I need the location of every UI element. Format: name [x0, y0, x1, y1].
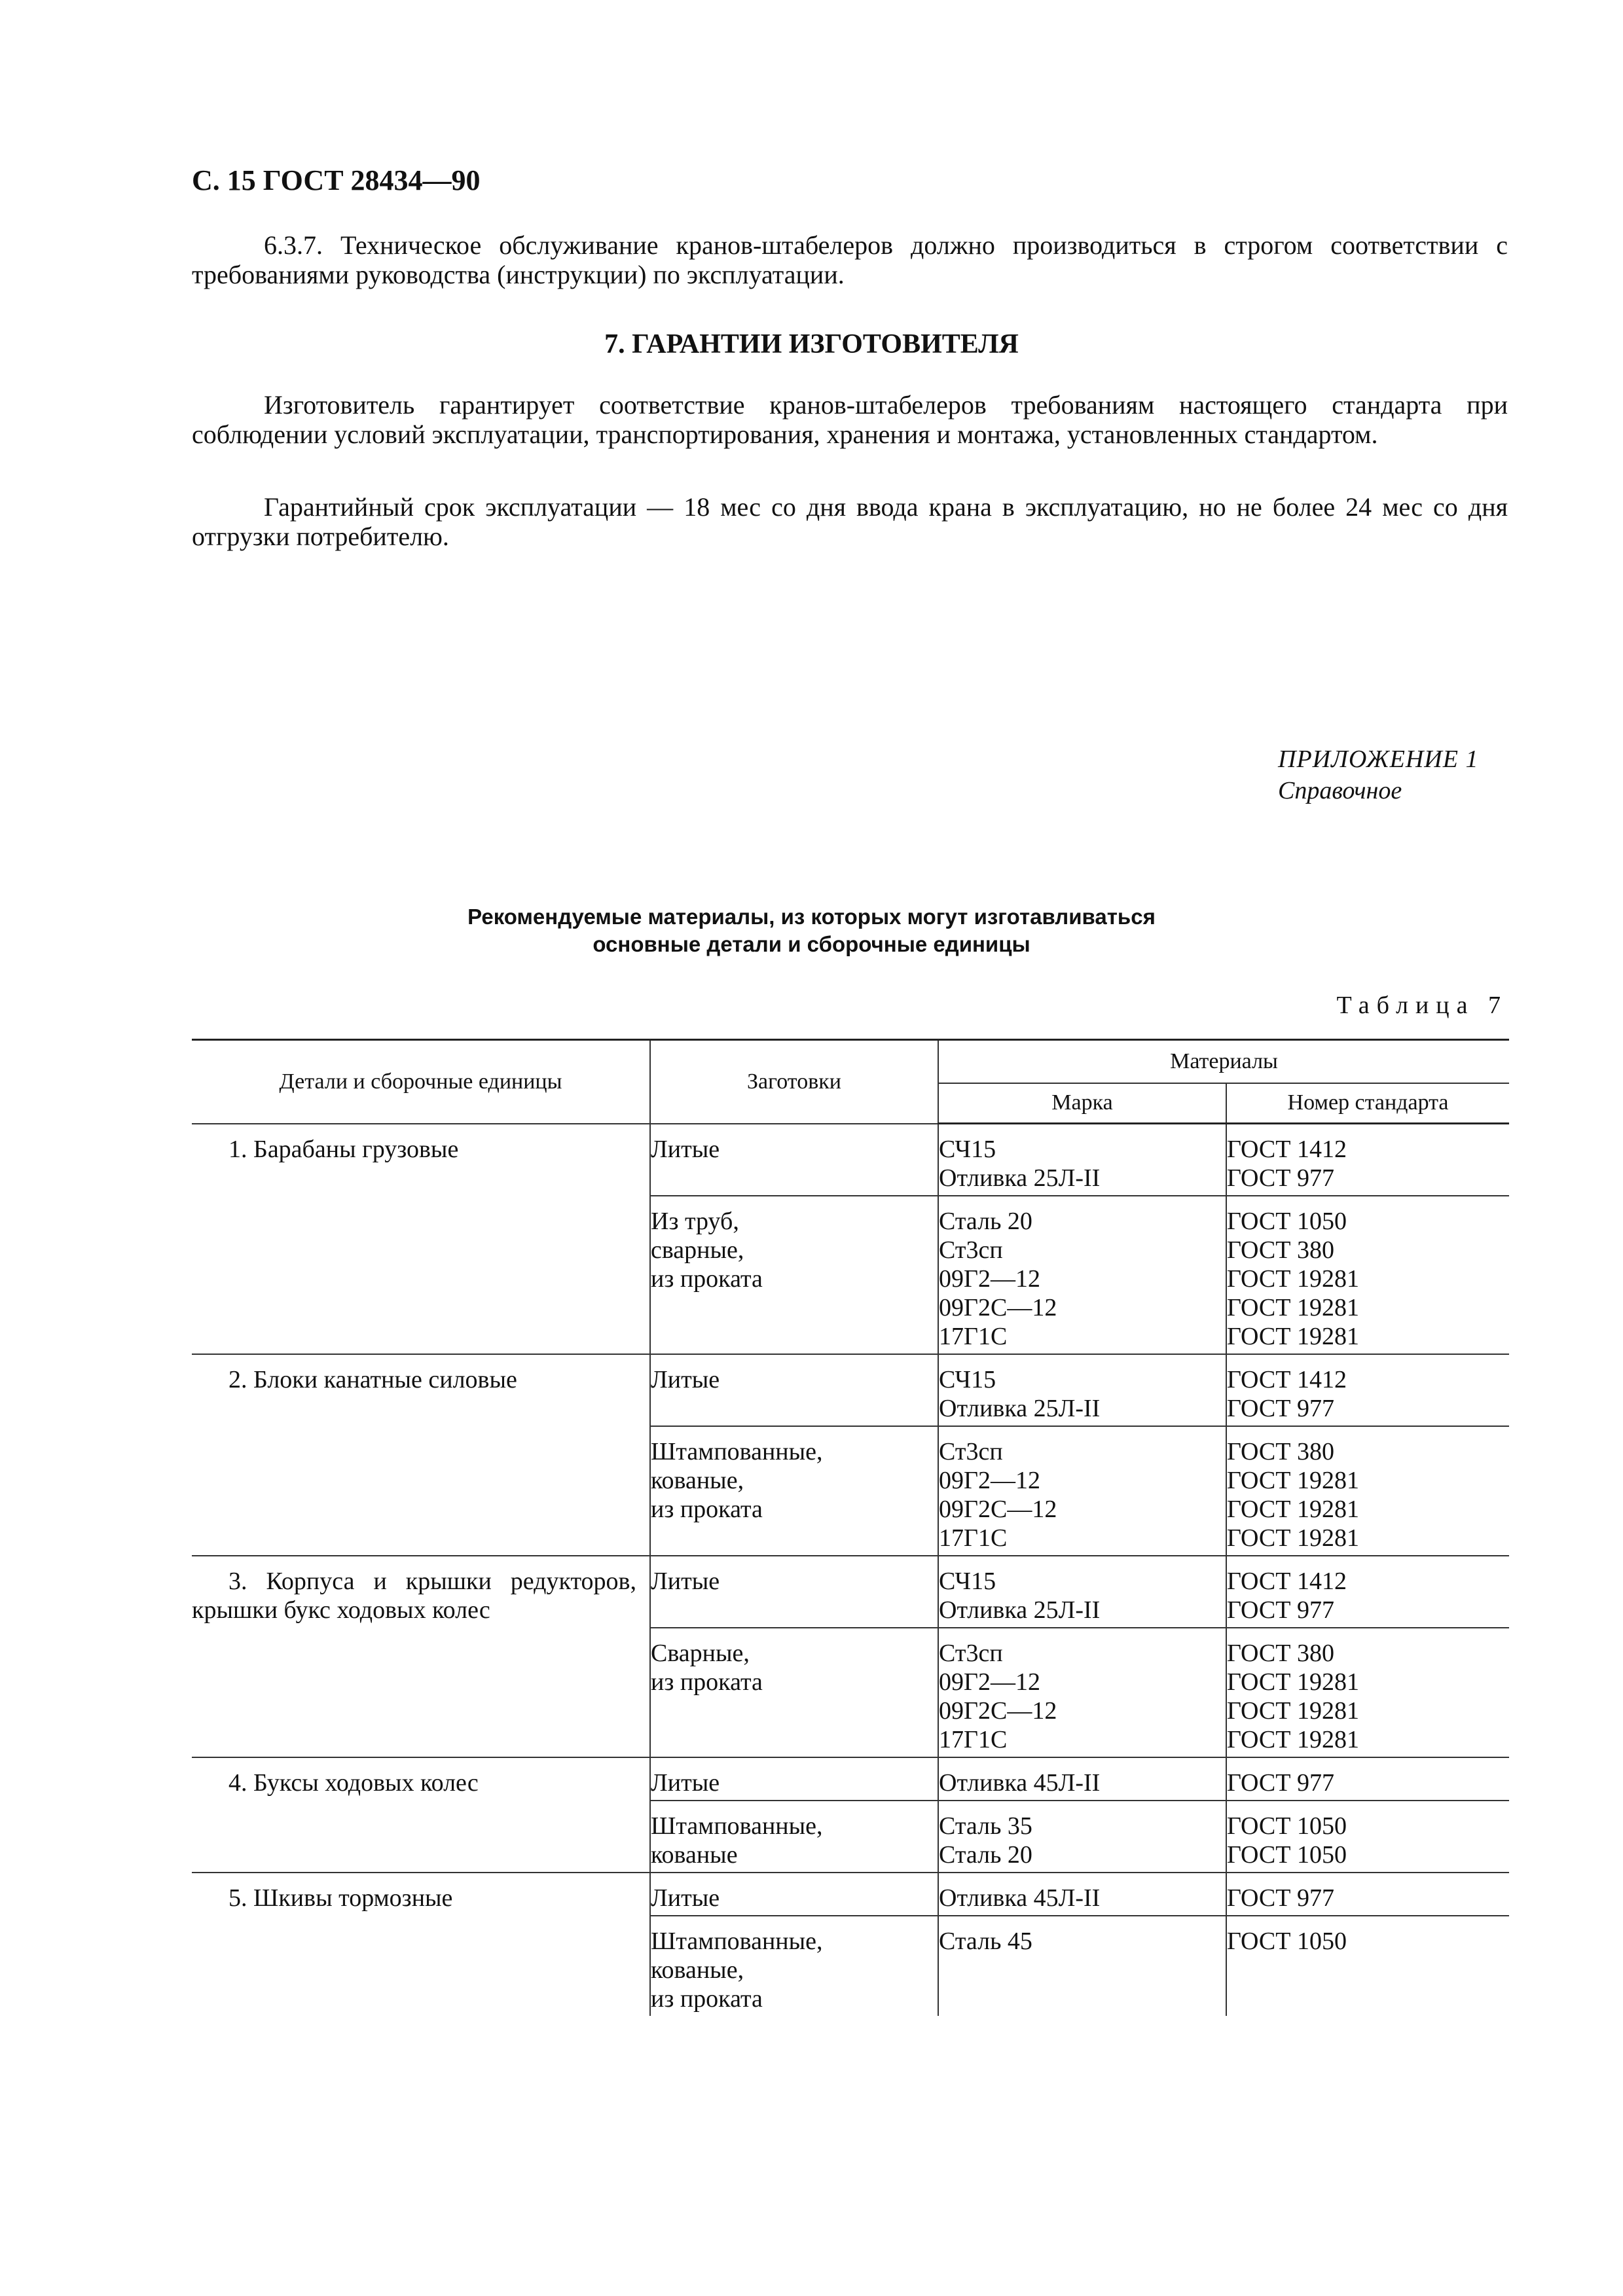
header-parts: Детали и сборочные единицы: [192, 1040, 650, 1124]
grade-cell-line: Ст3сп: [939, 1640, 1003, 1667]
grade-cell-line: Сталь 35: [939, 1812, 1032, 1840]
standard-cell-line: ГОСТ 1050: [1227, 1812, 1347, 1840]
materials-table: [192, 1039, 1509, 2016]
header-grade: Марка: [938, 1083, 1226, 1124]
blank-cell-line: Литые: [651, 1884, 720, 1912]
table-row: [192, 1124, 1509, 1196]
part-cell: [192, 1124, 650, 1355]
part-name: 4. Буксы ходовых колес: [228, 1769, 479, 1797]
standard-cell: [1226, 1757, 1509, 1801]
blank-cell-line: Литые: [651, 1366, 720, 1393]
blank-cell: [650, 1354, 938, 1426]
standard-cell-line: ГОСТ 977: [1227, 1596, 1334, 1624]
blank-cell: [650, 1556, 938, 1628]
grade-cell-line: 09Г2—12: [939, 1265, 1040, 1293]
appendix-title: ПРИЛОЖЕНИЕ 1: [1278, 745, 1479, 773]
appendix-label: [1278, 744, 1478, 806]
grade-cell-line: Отливка 45Л-II: [939, 1884, 1101, 1912]
part-name: 5. Шкивы тормозные: [228, 1884, 453, 1912]
grade-cell-line: Ст3сп: [939, 1236, 1003, 1264]
part-name: 2. Блоки канатные силовые: [228, 1366, 517, 1393]
standard-cell-line: ГОСТ 977: [1227, 1884, 1334, 1912]
grade-cell-line: Сталь 20: [939, 1841, 1032, 1869]
standard-cell-line: ГОСТ 1412: [1227, 1568, 1347, 1595]
standard-cell-line: ГОСТ 19281: [1227, 1668, 1359, 1696]
standard-cell-line: ГОСТ 380: [1227, 1438, 1334, 1465]
table-row: [192, 1873, 1509, 1916]
grade-cell: [938, 1873, 1226, 1916]
part-cell: [192, 1556, 650, 1757]
standard-cell: [1226, 1124, 1509, 1196]
standard-cell-line: ГОСТ 1050: [1227, 1928, 1347, 1955]
table-body: [192, 1124, 1509, 2017]
blank-cell: [650, 1196, 938, 1354]
standard-cell-line: ГОСТ 19281: [1227, 1697, 1359, 1725]
standard-cell-line: ГОСТ 1050: [1227, 1841, 1347, 1869]
standard-cell-line: ГОСТ 19281: [1227, 1294, 1359, 1321]
header-standard: Номер стандарта: [1226, 1083, 1509, 1124]
standard-cell-line: ГОСТ 19281: [1227, 1467, 1359, 1494]
standard-cell-line: ГОСТ 1412: [1227, 1366, 1347, 1393]
blank-cell-line: из проката: [651, 1985, 763, 2013]
grade-cell-line: СЧ15: [939, 1568, 996, 1595]
table-caption: [0, 903, 1623, 958]
grade-cell-line: Ст3сп: [939, 1438, 1003, 1465]
grade-cell-line: Сталь 20: [939, 1208, 1032, 1235]
blank-cell-line: Сварные,: [651, 1640, 750, 1667]
grade-cell: [938, 1757, 1226, 1801]
blank-cell-line: Штампованные,: [651, 1812, 823, 1840]
grade-cell: [938, 1628, 1226, 1757]
page-header: С. 15 ГОСТ 28434—90: [192, 164, 481, 196]
blank-cell-line: из проката: [651, 1496, 763, 1523]
part-name: 3. Корпуса и крышки редукторов, крышки букс ходовых колес: [192, 1568, 636, 1624]
blank-cell-line: из проката: [651, 1668, 763, 1696]
header-materials: Материалы: [938, 1040, 1509, 1083]
grade-cell-line: Сталь 45: [939, 1928, 1032, 1955]
table-number: Таблица 7: [1336, 992, 1508, 1019]
standard-cell-line: ГОСТ 380: [1227, 1640, 1334, 1667]
standard-cell-line: ГОСТ 977: [1227, 1395, 1334, 1422]
part-name: 1. Барабаны грузовые: [228, 1135, 459, 1163]
standard-cell-line: ГОСТ 19281: [1227, 1524, 1359, 1552]
blank-cell-line: сварные,: [651, 1236, 744, 1264]
standard-cell-line: ГОСТ 977: [1227, 1164, 1334, 1192]
standard-cell: [1226, 1196, 1509, 1354]
blank-cell: [650, 1873, 938, 1916]
standard-cell-line: ГОСТ 19281: [1227, 1726, 1359, 1753]
standard-cell: [1226, 1873, 1509, 1916]
paragraph-6-3-7: 6.3.7. Техническое обслуживание кранов-штабелеров должно производиться в строгом соответствии с требованиями руководства (инструкции) по эксплуатации.: [192, 230, 1508, 289]
blank-cell-line: из проката: [651, 1265, 763, 1293]
section-title: 7. ГАРАНТИИ ИЗГОТОВИТЕЛЯ: [604, 329, 1019, 359]
grade-cell-line: Отливка 25Л-II: [939, 1395, 1101, 1422]
grade-cell: [938, 1354, 1226, 1426]
blank-cell-line: Штампованные,: [651, 1438, 823, 1465]
table-caption-line-2: основные детали и сборочные единицы: [593, 932, 1030, 956]
grade-cell: [938, 1556, 1226, 1628]
grade-cell: [938, 1916, 1226, 2016]
header-blanks: Заготовки: [650, 1040, 938, 1124]
appendix-type: Справочное: [1278, 777, 1402, 804]
blank-cell-line: Литые: [651, 1568, 720, 1595]
blank-cell-line: кованые,: [651, 1956, 744, 1984]
grade-cell-line: 17Г1С: [939, 1524, 1008, 1552]
grade-cell-line: Отливка 45Л-II: [939, 1769, 1101, 1797]
blank-cell: [650, 1124, 938, 1196]
table-row: [192, 1757, 1509, 1801]
blank-cell-line: Из труб,: [651, 1208, 739, 1235]
blank-cell-line: Штампованные,: [651, 1928, 823, 1955]
grade-cell-line: 09Г2—12: [939, 1467, 1040, 1494]
grade-cell: [938, 1124, 1226, 1196]
standard-cell: [1226, 1556, 1509, 1628]
standard-cell-line: ГОСТ 19281: [1227, 1323, 1359, 1350]
standard-cell: [1226, 1354, 1509, 1426]
blank-cell-line: Литые: [651, 1135, 720, 1163]
standard-cell: [1226, 1916, 1509, 2016]
grade-cell-line: 09Г2С—12: [939, 1294, 1057, 1321]
standard-cell-line: ГОСТ 19281: [1227, 1265, 1359, 1293]
blank-cell: [650, 1426, 938, 1556]
grade-cell-line: СЧ15: [939, 1366, 996, 1393]
standard-cell: [1226, 1628, 1509, 1757]
grade-cell-line: СЧ15: [939, 1136, 996, 1163]
blank-cell-line: Литые: [651, 1769, 720, 1797]
grade-cell: [938, 1801, 1226, 1873]
grade-cell: [938, 1196, 1226, 1354]
blank-cell: [650, 1628, 938, 1757]
paragraph-guarantee: Изготовитель гарантирует соответствие кранов-штабелеров требованиям настоящего стандарта при соблюдении условий эксплуатации, транспортирования, хранения и монтажа, установленных стандартом.: [192, 390, 1508, 449]
blank-cell-line: кованые: [651, 1841, 738, 1869]
standard-cell: [1226, 1426, 1509, 1556]
table-caption-line-1: Рекомендуемые материалы, из которых могут изготавливаться: [467, 905, 1156, 929]
standard-cell-line: ГОСТ 1050: [1227, 1208, 1347, 1235]
standard-cell-line: ГОСТ 380: [1227, 1236, 1334, 1264]
standard-cell-line: ГОСТ 19281: [1227, 1496, 1359, 1523]
part-cell: [192, 1757, 650, 1873]
table-row: [192, 1354, 1509, 1426]
part-cell: [192, 1873, 650, 2016]
blank-cell: [650, 1757, 938, 1801]
blank-cell: [650, 1801, 938, 1873]
grade-cell-line: 09Г2—12: [939, 1668, 1040, 1696]
grade-cell-line: 09Г2С—12: [939, 1697, 1057, 1725]
grade-cell-line: 17Г1С: [939, 1323, 1008, 1350]
paragraph-warranty-term: Гарантийный срок эксплуатации — 18 мес со дня ввода крана в эксплуатацию, но не более 24 мес со дня отгрузки потребителю.: [192, 492, 1508, 551]
part-cell: [192, 1354, 650, 1556]
standard-cell-line: ГОСТ 977: [1227, 1769, 1334, 1797]
standard-cell: [1226, 1801, 1509, 1873]
grade-cell-line: 17Г1С: [939, 1726, 1008, 1753]
blank-cell-line: кованые,: [651, 1467, 744, 1494]
grade-cell-line: Отливка 25Л-II: [939, 1164, 1101, 1192]
table-row: [192, 1556, 1509, 1628]
blank-cell: [650, 1916, 938, 2016]
grade-cell-line: Отливка 25Л-II: [939, 1596, 1101, 1624]
grade-cell-line: 09Г2С—12: [939, 1496, 1057, 1523]
grade-cell: [938, 1426, 1226, 1556]
standard-cell-line: ГОСТ 1412: [1227, 1136, 1347, 1163]
